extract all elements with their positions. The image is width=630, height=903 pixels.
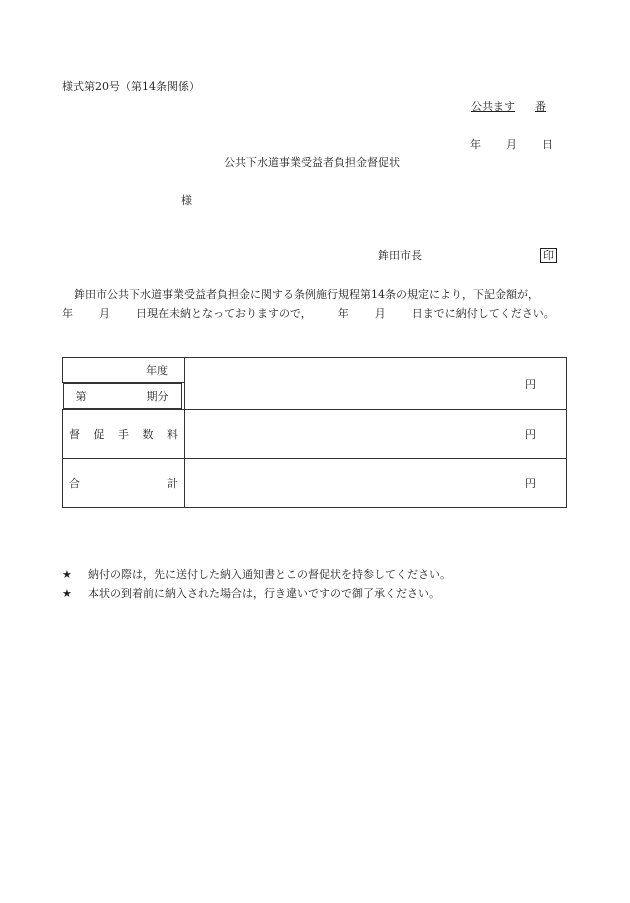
- period-suffix: 期分: [146, 390, 169, 403]
- body-year2: 年: [337, 307, 349, 320]
- document-title: 公共下水道事業受益者負担金督促状: [224, 156, 400, 169]
- date-year: 年: [470, 138, 481, 151]
- fee-char: 手: [118, 428, 129, 441]
- body-month2: 月: [374, 307, 386, 320]
- installment-period-label: [63, 383, 182, 409]
- addressee-suffix: 様: [181, 194, 192, 207]
- total-label: [63, 459, 185, 508]
- note-text: 本状の到着前に納入された場合は，行き違いですので御了承ください。: [88, 587, 440, 600]
- body-year1: 年: [62, 307, 73, 320]
- installment-amount: 円: [185, 358, 567, 410]
- fee-char: 料: [167, 428, 178, 441]
- reference-prefix: 公共ます: [471, 100, 515, 113]
- fee-label: [63, 410, 185, 459]
- reference-number: [471, 100, 546, 114]
- total-amount: 円: [185, 459, 567, 508]
- date-day: 日: [542, 138, 553, 151]
- fee-amount: 円: [185, 410, 567, 459]
- note-item: [62, 565, 451, 584]
- body-part1: 鉾田市公共下水道事業受益者負担金に関する条例施行規程第14条の規定により，下記金額が，: [74, 288, 539, 301]
- amount-table: [62, 357, 567, 508]
- fee-char: 数: [142, 428, 154, 441]
- fee-char: 督: [69, 428, 80, 441]
- total-char: 計: [167, 477, 178, 490]
- form-number: 様式第20号（第14条関係）: [62, 80, 200, 93]
- note-item: [62, 584, 451, 603]
- period-prefix: 第: [75, 390, 87, 403]
- body-part3: 日までに納付してください。: [411, 307, 555, 320]
- seal-mark: 印: [540, 248, 557, 263]
- note-text: 納付の際は，先に送付した納入通知書とこの督促状を持参してください。: [88, 568, 451, 581]
- date-month: 月: [506, 138, 517, 151]
- sender-name: 鉾田市長: [378, 249, 422, 262]
- fee-char: 促: [93, 428, 105, 441]
- issue-date: [470, 138, 553, 152]
- reference-suffix: 番: [535, 100, 546, 113]
- body-part2: 日現在未納となっておりますので，: [136, 307, 312, 320]
- star-icon: ★: [62, 587, 72, 600]
- fiscal-year-label: 年度: [63, 358, 185, 383]
- body-paragraph: [62, 285, 570, 323]
- notes: [62, 565, 451, 603]
- total-char: 合: [69, 477, 80, 490]
- star-icon: ★: [62, 568, 72, 581]
- body-month1: 月: [99, 307, 110, 320]
